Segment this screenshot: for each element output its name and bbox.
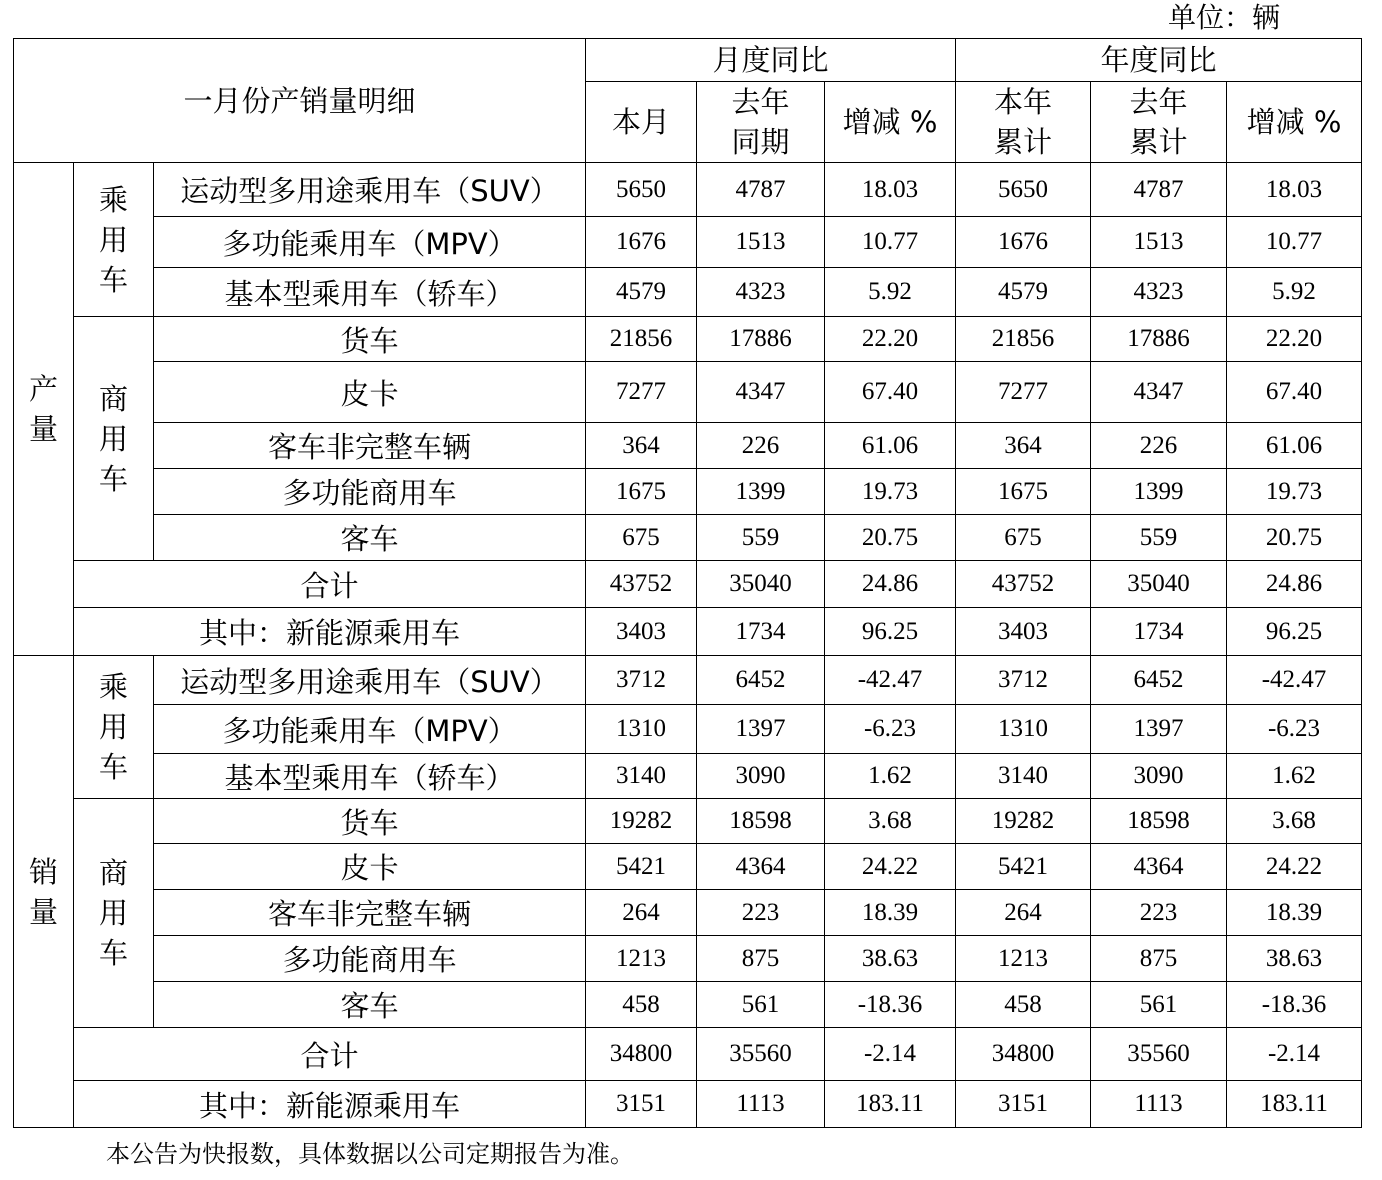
row-category-name: 基本型乘用车（轿车） <box>154 268 586 317</box>
value-cell: 1399 <box>1091 469 1227 515</box>
value-cell: 559 <box>1091 515 1227 561</box>
value-cell: 3140 <box>956 754 1091 799</box>
value-cell: 24.22 <box>825 844 956 890</box>
value-cell: 1310 <box>586 705 697 754</box>
row-category-name: 客车非完整车辆 <box>154 423 586 469</box>
value-cell: 1676 <box>956 217 1091 268</box>
sales-row <box>14 705 1362 754</box>
value-cell: 875 <box>697 936 825 982</box>
value-cell: 1676 <box>586 217 697 268</box>
value-cell: 96.25 <box>1227 608 1362 656</box>
value-cell: 1113 <box>1091 1081 1227 1128</box>
value-cell: 458 <box>956 982 1091 1028</box>
sales-row <box>14 982 1362 1028</box>
row-category-name: 多功能商用车 <box>154 469 586 515</box>
value-cell: 5421 <box>586 844 697 890</box>
production-sales-table <box>13 38 1362 1128</box>
col-header-ytd-current: 本年累计 <box>956 82 1091 163</box>
value-cell: -2.14 <box>825 1028 956 1081</box>
value-cell: 5421 <box>956 844 1091 890</box>
row-category-name: 客车 <box>154 982 586 1028</box>
value-cell: -18.36 <box>825 982 956 1028</box>
value-cell: 4347 <box>697 362 825 423</box>
value-cell: 22.20 <box>825 317 956 362</box>
value-cell: 35560 <box>697 1028 825 1081</box>
value-cell: 3140 <box>586 754 697 799</box>
value-cell: 17886 <box>1091 317 1227 362</box>
value-cell: 1675 <box>956 469 1091 515</box>
production-section-label: 产量 <box>14 163 74 656</box>
unit-label: 单位：辆 <box>1168 1 1281 34</box>
value-cell: 34800 <box>956 1028 1091 1081</box>
value-cell: 5650 <box>956 163 1091 217</box>
sales-row <box>14 890 1362 936</box>
value-cell: 4579 <box>586 268 697 317</box>
production-row <box>14 217 1362 268</box>
value-cell: 3403 <box>956 608 1091 656</box>
sales-row <box>14 799 1362 844</box>
production-commercial-vehicle-label: 商用车 <box>74 317 154 561</box>
value-cell: 183.11 <box>1227 1081 1362 1128</box>
value-cell: 19.73 <box>1227 469 1362 515</box>
row-category-name: 皮卡 <box>154 844 586 890</box>
value-cell: 183.11 <box>825 1081 956 1128</box>
value-cell: 364 <box>586 423 697 469</box>
value-cell: 4364 <box>697 844 825 890</box>
value-cell: 24.86 <box>825 561 956 608</box>
value-cell: -6.23 <box>825 705 956 754</box>
value-cell: 226 <box>697 423 825 469</box>
production-passenger-car-label: 乘用车 <box>74 163 154 317</box>
value-cell: 1310 <box>956 705 1091 754</box>
value-cell: 35040 <box>1091 561 1227 608</box>
value-cell: 1675 <box>586 469 697 515</box>
value-cell: -42.47 <box>825 656 956 705</box>
value-cell: 3151 <box>956 1081 1091 1128</box>
value-cell: 38.63 <box>1227 936 1362 982</box>
value-cell: 1397 <box>697 705 825 754</box>
sales-passenger-car-label: 乘用车 <box>74 656 154 799</box>
col-header-monthly-change-pct: 增减 % <box>825 82 956 163</box>
value-cell: 22.20 <box>1227 317 1362 362</box>
production-row <box>14 268 1362 317</box>
value-cell: 35560 <box>1091 1028 1227 1081</box>
value-cell: 4787 <box>697 163 825 217</box>
row-category-name: 多功能乘用车（MPV） <box>154 705 586 754</box>
value-cell: 264 <box>586 890 697 936</box>
row-category-name: 货车 <box>154 799 586 844</box>
value-cell: 19282 <box>586 799 697 844</box>
sales-row <box>14 754 1362 799</box>
value-cell: 43752 <box>956 561 1091 608</box>
production-row <box>14 515 1362 561</box>
value-cell: 4787 <box>1091 163 1227 217</box>
value-cell: 226 <box>1091 423 1227 469</box>
value-cell: 1513 <box>1091 217 1227 268</box>
value-cell: 875 <box>1091 936 1227 982</box>
value-cell: 43752 <box>586 561 697 608</box>
value-cell: 5.92 <box>1227 268 1362 317</box>
production-row <box>14 608 1362 656</box>
footnote: 本公告为快报数，具体数据以公司定期报告为准。 <box>106 1140 634 1168</box>
value-cell: 6452 <box>697 656 825 705</box>
value-cell: 20.75 <box>1227 515 1362 561</box>
value-cell: 20.75 <box>825 515 956 561</box>
value-cell: 19.73 <box>825 469 956 515</box>
value-cell: 4579 <box>956 268 1091 317</box>
value-cell: 561 <box>1091 982 1227 1028</box>
col-header-yearly-change-pct: 增减 % <box>1227 82 1362 163</box>
table-title: 一月份产销量明细 <box>14 39 586 163</box>
value-cell: -2.14 <box>1227 1028 1362 1081</box>
value-cell: -6.23 <box>1227 705 1362 754</box>
value-cell: 18598 <box>697 799 825 844</box>
value-cell: 38.63 <box>825 936 956 982</box>
value-cell: 18.39 <box>1227 890 1362 936</box>
sales-row <box>14 656 1362 705</box>
value-cell: 3151 <box>586 1081 697 1128</box>
value-cell: 7277 <box>586 362 697 423</box>
value-cell: 21856 <box>586 317 697 362</box>
value-cell: 3712 <box>956 656 1091 705</box>
value-cell: 18598 <box>1091 799 1227 844</box>
value-cell: 364 <box>956 423 1091 469</box>
value-cell: 5.92 <box>825 268 956 317</box>
value-cell: 35040 <box>697 561 825 608</box>
value-cell: 3.68 <box>825 799 956 844</box>
sales-nev-label: 其中：新能源乘用车 <box>74 1081 586 1128</box>
col-header-last-year-same-period: 去年同期 <box>697 82 825 163</box>
value-cell: 458 <box>586 982 697 1028</box>
header-row-1 <box>14 39 1362 82</box>
yearly-comparison-header: 年度同比 <box>956 39 1362 82</box>
value-cell: 18.03 <box>825 163 956 217</box>
value-cell: 21856 <box>956 317 1091 362</box>
value-cell: 675 <box>956 515 1091 561</box>
value-cell: 1397 <box>1091 705 1227 754</box>
value-cell: 96.25 <box>825 608 956 656</box>
value-cell: 67.40 <box>1227 362 1362 423</box>
row-category-name: 运动型多用途乘用车（SUV） <box>154 163 586 217</box>
row-category-name: 客车非完整车辆 <box>154 890 586 936</box>
sales-section-label: 销量 <box>14 656 74 1128</box>
value-cell: 4347 <box>1091 362 1227 423</box>
row-category-name: 皮卡 <box>154 362 586 423</box>
value-cell: 1734 <box>697 608 825 656</box>
value-cell: 1734 <box>1091 608 1227 656</box>
value-cell: 7277 <box>956 362 1091 423</box>
value-cell: -42.47 <box>1227 656 1362 705</box>
value-cell: 559 <box>697 515 825 561</box>
sales-total-label: 合计 <box>74 1028 586 1081</box>
row-category-name: 运动型多用途乘用车（SUV） <box>154 656 586 705</box>
sales-row <box>14 936 1362 982</box>
production-row <box>14 469 1362 515</box>
value-cell: 223 <box>1091 890 1227 936</box>
value-cell: 18.39 <box>825 890 956 936</box>
value-cell: 1213 <box>956 936 1091 982</box>
monthly-comparison-header: 月度同比 <box>586 39 956 82</box>
production-nev-label: 其中：新能源乘用车 <box>74 608 586 656</box>
value-cell: 4364 <box>1091 844 1227 890</box>
value-cell: 264 <box>956 890 1091 936</box>
value-cell: 3.68 <box>1227 799 1362 844</box>
sales-row <box>14 1028 1362 1081</box>
value-cell: 34800 <box>586 1028 697 1081</box>
value-cell: 24.86 <box>1227 561 1362 608</box>
value-cell: 4323 <box>697 268 825 317</box>
value-cell: 61.06 <box>825 423 956 469</box>
row-category-name: 基本型乘用车（轿车） <box>154 754 586 799</box>
value-cell: -18.36 <box>1227 982 1362 1028</box>
value-cell: 6452 <box>1091 656 1227 705</box>
value-cell: 67.40 <box>825 362 956 423</box>
value-cell: 4323 <box>1091 268 1227 317</box>
value-cell: 3403 <box>586 608 697 656</box>
value-cell: 561 <box>697 982 825 1028</box>
value-cell: 1.62 <box>825 754 956 799</box>
production-row <box>14 317 1362 362</box>
value-cell: 223 <box>697 890 825 936</box>
production-row <box>14 362 1362 423</box>
production-total-label: 合计 <box>74 561 586 608</box>
production-row <box>14 423 1362 469</box>
value-cell: 1513 <box>697 217 825 268</box>
col-header-current-month: 本月 <box>586 82 697 163</box>
value-cell: 3712 <box>586 656 697 705</box>
value-cell: 10.77 <box>825 217 956 268</box>
value-cell: 1399 <box>697 469 825 515</box>
value-cell: 5650 <box>586 163 697 217</box>
row-category-name: 多功能乘用车（MPV） <box>154 217 586 268</box>
col-header-ytd-last-year: 去年累计 <box>1091 82 1227 163</box>
row-category-name: 货车 <box>154 317 586 362</box>
value-cell: 10.77 <box>1227 217 1362 268</box>
value-cell: 3090 <box>1091 754 1227 799</box>
value-cell: 3090 <box>697 754 825 799</box>
value-cell: 1113 <box>697 1081 825 1128</box>
production-row <box>14 561 1362 608</box>
row-category-name: 客车 <box>154 515 586 561</box>
value-cell: 19282 <box>956 799 1091 844</box>
value-cell: 1213 <box>586 936 697 982</box>
value-cell: 17886 <box>697 317 825 362</box>
value-cell: 24.22 <box>1227 844 1362 890</box>
value-cell: 18.03 <box>1227 163 1362 217</box>
row-category-name: 多功能商用车 <box>154 936 586 982</box>
sales-row <box>14 1081 1362 1128</box>
production-row <box>14 163 1362 217</box>
value-cell: 1.62 <box>1227 754 1362 799</box>
sales-row <box>14 844 1362 890</box>
value-cell: 675 <box>586 515 697 561</box>
value-cell: 61.06 <box>1227 423 1362 469</box>
sales-commercial-vehicle-label: 商用车 <box>74 799 154 1028</box>
